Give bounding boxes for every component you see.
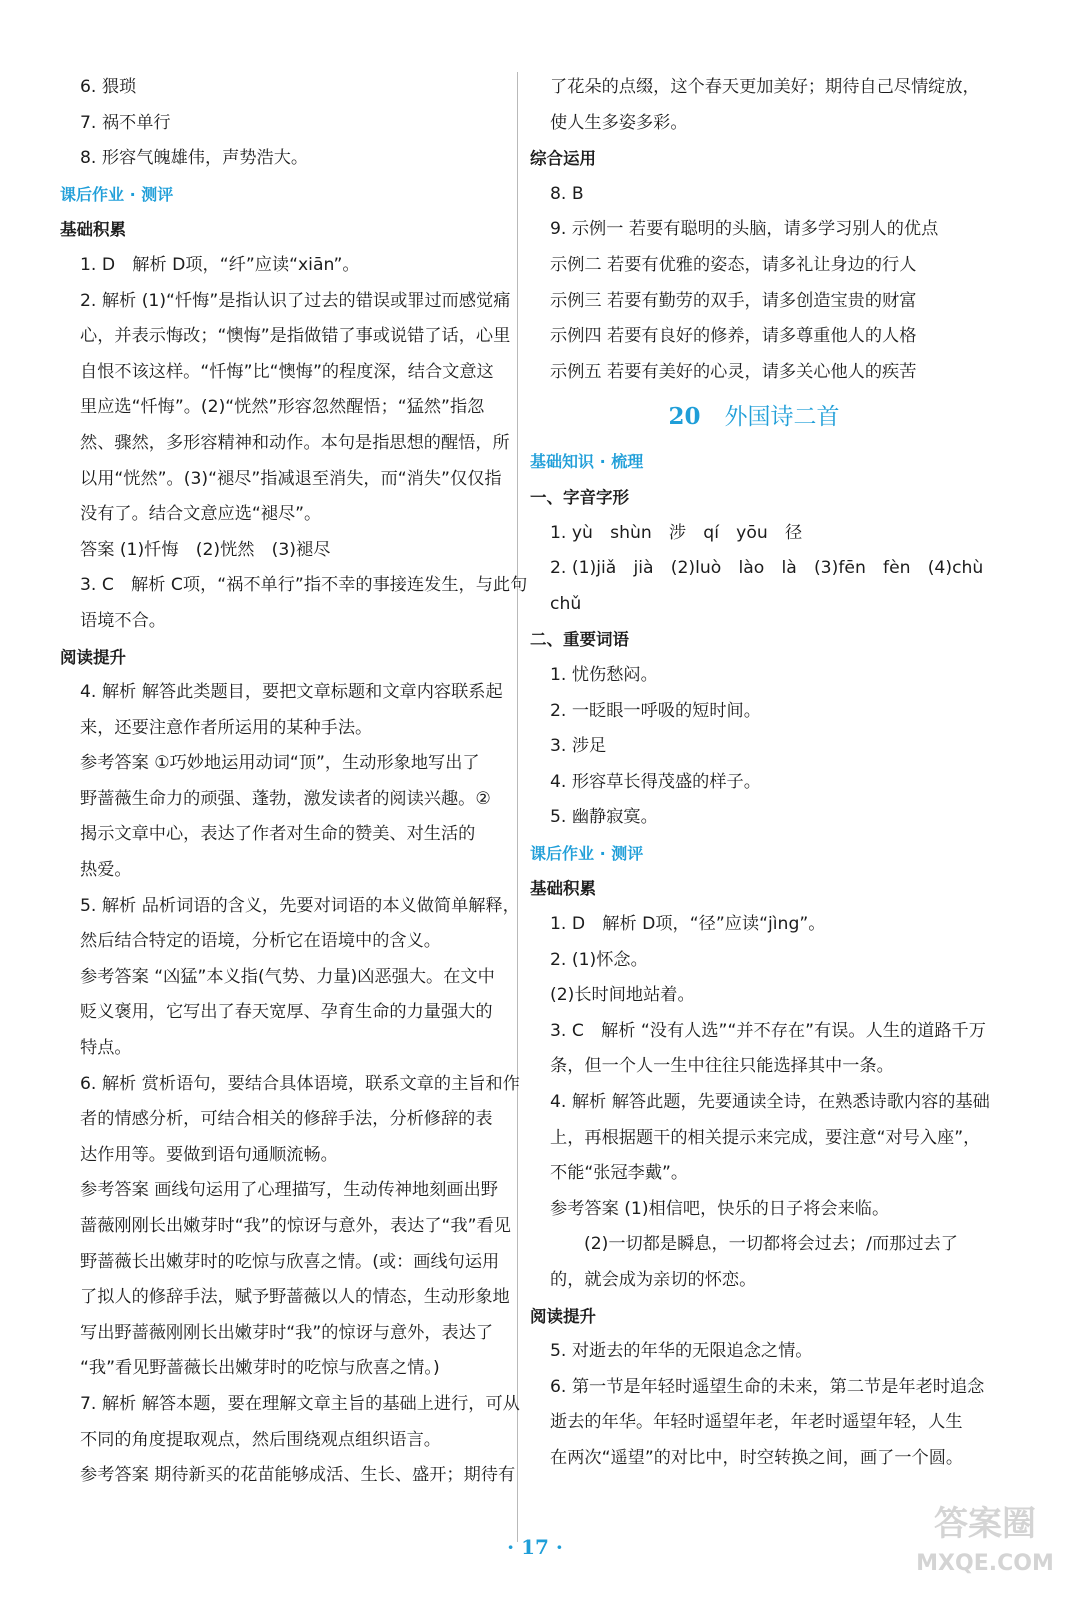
watermark-logo: [910, 1500, 1060, 1595]
text-line: 4. 解析 解答此题，先要通读全诗，在熟悉诗歌内容的基础: [550, 1092, 990, 1113]
text-line: 2. 解析 (1)“忏悔”是指认识了过去的错误或罪过而感觉痛: [80, 290, 511, 311]
text-line: 示例四 若要有良好的修养，请多尊重他人的人格: [550, 326, 917, 347]
watermark-line2: MXQE.COM: [916, 1551, 1054, 1576]
section-banner: 基础知识 · 梳理: [530, 452, 644, 472]
text-line: 参考答案 (1)相信吧，快乐的日子将会来临。: [550, 1198, 890, 1219]
text-line: 达作用等。要做到语句通顺流畅。: [80, 1144, 338, 1165]
text-line: 1. yù shùn 涉 qí yōu 径: [550, 522, 803, 543]
text-line: 条，但一个人一生中往往只能选择其中一条。: [550, 1056, 894, 1077]
text-line: 7. 解析 解答本题，要在理解文章主旨的基础上进行，可从: [80, 1393, 520, 1414]
text-line: 1. D 解析 D项，“径”应读“jìng”。: [550, 914, 826, 935]
text-line: 野蔷薇长出嫩芽时的吃惊与欣喜之情。(或：画线句运用: [80, 1251, 500, 1272]
section-heading: 阅读提升: [60, 647, 126, 667]
text-line: 来，还要注意作者所运用的某种手法。: [80, 717, 373, 738]
text-line: 6. 猥琐: [80, 77, 137, 97]
text-line: 示例二 若要有优雅的姿态，请多礼让身边的行人: [550, 254, 917, 275]
text-line: 参考答案 “凶猛”本义指(气势、力量)凶恶强大。在文中: [80, 966, 495, 987]
text-line: 的，就会成为亲切的怀恋。: [550, 1270, 757, 1290]
text-line: 7. 祸不单行: [80, 112, 171, 133]
text-line: 贬义褒用，它写出了春天宽厚、孕育生命的力量强大的: [80, 1002, 493, 1023]
text-line: “我”看见野蔷薇长出嫩芽时的吃惊与欣喜之情。): [80, 1358, 440, 1379]
text-line: 心，并表示悔改；“懊悔”是指做错了事或说错了话，心里: [80, 326, 511, 347]
text-line: (2)一切都是瞬息，一切都将会过去；/而那过去了: [584, 1234, 958, 1255]
text-line: 揭示文章中心，表达了作者对生命的赞美、对生活的: [80, 824, 476, 845]
text-line: 示例三 若要有勤劳的双手，请多创造宝贵的财富: [550, 290, 917, 311]
section-heading: 二、重要词语: [530, 630, 629, 650]
text-line: 2. (1)怀念。: [550, 949, 648, 970]
text-line: 4. 解析 解答此类题目，要把文章标题和文章内容联系起: [80, 682, 503, 703]
text-line: 使人生多姿多彩。: [550, 112, 688, 133]
text-line: 者的情感分析，可结合相关的修辞手法，分析修辞的表: [80, 1109, 493, 1130]
text-line: 3. C 解析 “没有人选”“并不存在”有误。人生的道路千万: [550, 1020, 986, 1041]
text-line: 答案 (1)忏悔 (2)恍然 (3)褪尽: [80, 539, 331, 560]
watermark-line1: 答案圈: [934, 1504, 1036, 1544]
text-line: 1. D 解析 D项，“纤”应读“xiān”。: [80, 254, 360, 275]
text-line: 2. (1)jiǎ jià (2)luò lào là (3)fēn fèn (4)chù: [550, 558, 984, 579]
section-heading: 基础积累: [60, 220, 126, 240]
text-line: 写出野蔷薇刚刚长出嫩芽时“我”的惊讶与意外，表达了: [80, 1322, 494, 1343]
text-line: 9. 示例一 若要有聪明的头脑，请多学习别人的优点: [550, 219, 939, 240]
text-line: 以用“恍然”。(3)“褪尽”指减退至消失，而“消失”仅仅指: [80, 468, 502, 489]
section-heading: 一、字音字形: [530, 487, 629, 507]
text-line: 在两次“遥望”的对比中，时空转换之间，画了一个圆。: [550, 1447, 964, 1468]
text-line: 野蔷薇生命力的顽强、蓬勃，激发读者的阅读兴趣。②: [80, 788, 491, 809]
text-line: 然、骤然，多形容精神和动作。本句是指思想的醒悟，所: [80, 432, 510, 453]
text-line: 3. 涉足: [550, 736, 607, 757]
text-line: 参考答案 期待新买的花苗能够成活、生长、盛开；期待有: [80, 1465, 516, 1486]
text-line: 6. 解析 赏析语句，要结合具体语境，联系文章的主旨和作: [80, 1073, 520, 1094]
right-column: [530, 70, 990, 1477]
text-line: (2)长时间地站着。: [550, 985, 695, 1006]
text-line: 8. 形容气魄雄伟，声势浩大。: [80, 148, 309, 169]
text-line: 热爱。: [80, 860, 132, 881]
text-line: 逝去的年华。年轻时遥望年老，年老时遥望年轻，人生: [550, 1412, 963, 1433]
lesson-title: [530, 390, 978, 444]
text-line: 然后结合特定的语境，分析它在语境中的含义。: [80, 931, 441, 952]
section-heading: 阅读提升: [530, 1306, 596, 1326]
text-line: 上，再根据题干的相关提示来完成，要注意“对号入座”，: [550, 1127, 981, 1148]
page-number: · 17 ·: [507, 1535, 563, 1559]
text-line: 8. B: [550, 183, 584, 204]
text-line: 6. 第一节是年轻时遥望生命的未来，第二节是年老时追念: [550, 1376, 985, 1397]
section-heading: 基础积累: [530, 879, 596, 899]
section-heading: 综合运用: [530, 149, 596, 169]
text-line: 没有了。结合文意应选“褪尽”。: [80, 504, 322, 525]
column-divider: [517, 72, 518, 1542]
text-line: 4. 形容草长得茂盛的样子。: [550, 771, 761, 792]
text-line: 蔷薇刚刚长出嫩芽时“我”的惊讶与意外，表达了“我”看见: [80, 1216, 511, 1236]
text-line: 3. C 解析 C项，“祸不单行”指不幸的事接连发生，与此句: [80, 575, 528, 596]
text-line: 里应选“忏悔”。(2)“恍然”形容忽然醒悟；“猛然”指忽: [80, 397, 485, 418]
text-line: 参考答案 画线句运用了心理描写，生动传神地刻画出野: [80, 1180, 498, 1201]
text-line: 参考答案 ①巧妙地运用动词“顶”，生动形象地写出了: [80, 753, 480, 774]
text-line: 5. 幽静寂寞。: [550, 807, 658, 828]
text-line: 了拟人的修辞手法，赋予野蔷薇以人的情态，生动形象地: [80, 1287, 510, 1308]
text-line: chǔ: [550, 593, 582, 614]
text-line: 了花朵的点缀，这个春天更加美好；期待自己尽情绽放，: [550, 77, 980, 97]
lesson-number: 20: [668, 403, 701, 431]
text-line: 5. 解析 品析词语的含义，先要对词语的本义做简单解释，: [80, 895, 520, 916]
section-banner: 课后作业 · 测评: [530, 843, 644, 863]
lesson-title-text: 外国诗二首: [724, 404, 840, 431]
text-line: 特点。: [80, 1038, 132, 1059]
text-line: 不能“张冠李戴”。: [550, 1163, 689, 1184]
section-banner: 课后作业 · 测评: [60, 184, 174, 204]
text-line: 1. 忧伤愁闷。: [550, 664, 658, 685]
text-line: 自恨不该这样。“忏悔”比“懊悔”的程度深，结合文意这: [80, 361, 494, 382]
text-line: 语境不合。: [80, 610, 166, 631]
text-line: 示例五 若要有美好的心灵，请多关心他人的疾苦: [550, 361, 917, 382]
text-line: 5. 对逝去的年华的无限追念之情。: [550, 1341, 813, 1362]
left-column: [60, 70, 528, 1494]
text-line: 2. 一眨眼一呼吸的短时间。: [550, 700, 761, 721]
text-line: 不同的角度提取观点，然后围绕观点组织语言。: [80, 1429, 441, 1450]
